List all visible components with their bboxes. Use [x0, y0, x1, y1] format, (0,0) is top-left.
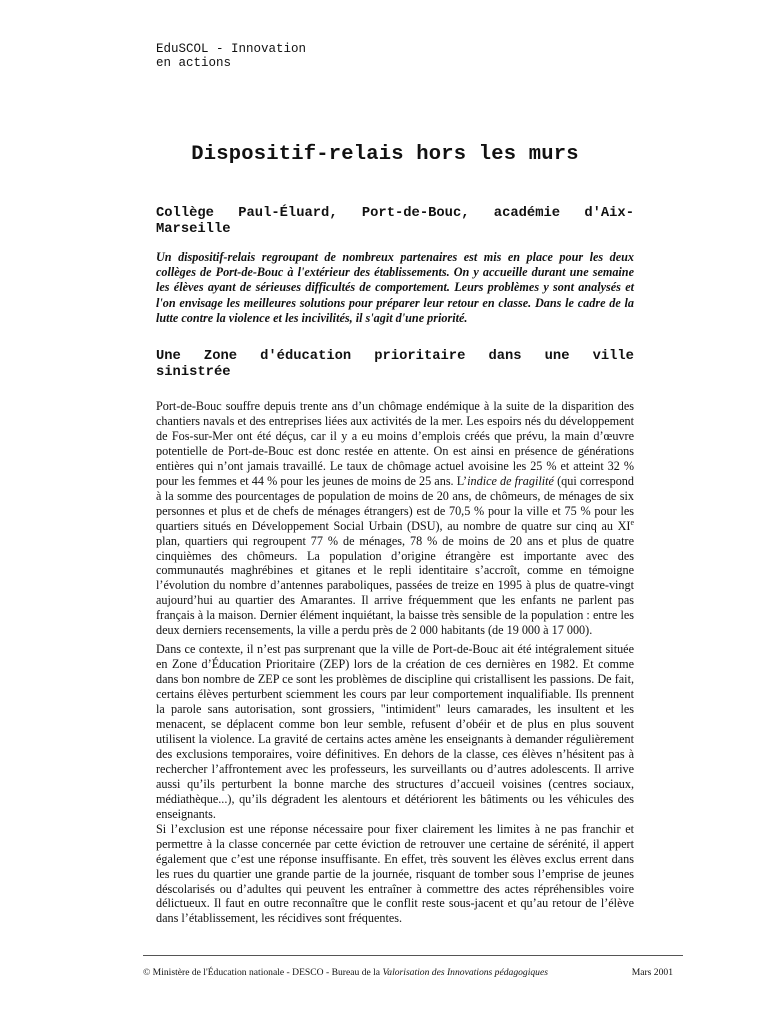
- fragility-index-term: indice de fragilité: [467, 473, 554, 488]
- heading-word: d'éducation: [260, 349, 352, 364]
- page-header: [156, 42, 306, 70]
- heading-word: ville: [592, 349, 634, 364]
- body-text: [156, 399, 634, 926]
- body-paragraph-2: Dans ce contexte, il n’est pas surprenant que la ville de Port-de-Bouc ait été intégralement située en Zone d’Éducation Prioritaire (ZEP) lors de la création de ces dernières en 1982. Et comme dans bon nombre de ZEP ce sont les problèmes de discipline qui cristallisent les passions. De fait, certains élèves perturbent sciemment les cours par leur comportement inqualifiable. Ils prennent la parole sans autorisation, sont grossiers, "intimident" leurs camarades, les insultent et les menacent, se déplacent comme bon leur semble, refusent d’obéir et de plus en plus souvent utilisent la violence. La gravité de certains actes amène les enseignants à demander régulièrement des exclusions temporaires, voire définitives. En dehors de la classe, ces élèves n’hésitent pas à rechercher l’affrontement avec les professeurs, les surveillants ou d’autres adolescents. Il arrive aussi qu’ils perturbent la bonne marche des structures d’accueil voisines (centres sociaux, médiathèque...), qu’ils dégradent les alentours et détériorent les bâtiments ou les véhicules des enseignants.: [156, 642, 634, 821]
- footer-credit-text: © Ministère de l'Éducation nationale - DESCO - Bureau de la: [143, 967, 383, 978]
- document-title: Dispositif-relais hors les murs: [191, 143, 579, 166]
- footer-bureau-name: Valorisation des Innovations pédagogiques: [382, 967, 548, 978]
- paragraph-1-part-a: Port-de-Bouc souffre depuis trente ans d’un chômage endémique à la suite de la disparition des chantiers navals et des entreprises liées aux activités de la mer. Les espoirs nés du développement de Fos-sur-Mer ont été déçus, car il y a eu moins d’emplois créés que prévu, la main d’œuvre potentielle de Port-de-Bouc est donc restée en attente. On est ainsi en présence de générations entières qui n’ont jamais travaillé. Le taux de chômage actuel avoisine les 25 % et atteint 32 % pour les femmes et 44 % pour les jeunes de moins de 25 ans. L’: [156, 399, 634, 488]
- superscript-e: e: [630, 517, 634, 527]
- header-line-1: EduSCOL - Innovation: [156, 42, 307, 56]
- heading-word: prioritaire: [374, 349, 466, 364]
- body-paragraph-3: Si l’exclusion est une réponse nécessaire pour fixer clairement les limites à ne pas franchir et permettre à la classe concernée par cette éviction de retrouver une certaine de sérénité, il appert également que c’est une réponse insuffisante. En effet, très souvent les élèves exclus errent dans les rues du quartier une grande partie de la journée, risquant de tomber sous l’emprise de jeunes déscolarisés ou d’adultes qui peuvent les entraîner à commettre des actes répréhensibles voire délictueux. Il faut en outre reconnaître que le conflit reste sous-jacent et qu’au retour de l’élève dans l’établissement, les récidives sont fréquentes.: [156, 821, 634, 926]
- heading-word: une: [544, 349, 570, 364]
- heading-word: Zone: [203, 349, 238, 364]
- heading-word: dans: [488, 349, 522, 364]
- document-subtitle: Collège Paul-Éluard, Port-de-Bouc, académie d'Aix-Marseille: [156, 206, 634, 237]
- footer-credit: [143, 967, 548, 978]
- section-heading-line-2: sinistrée: [156, 365, 231, 380]
- body-paragraph-1: [156, 399, 634, 638]
- paragraph-1-part-b: (qui correspond à la somme des pourcentages de population de moins de 20 ans, de chômeurs, de ménages de six personnes et plus et de chefs de ménages étrangers) est de 70,5 % pour la ville et 75 % pour les quartiers situés en Développement Social Urbain (DSU), au nombre de quatre sur cinq au XI: [156, 473, 634, 533]
- heading-word: Une: [156, 349, 181, 364]
- section-heading: [156, 349, 634, 381]
- section-heading-line-1: [156, 349, 634, 365]
- footer-date: Mars 2001: [631, 967, 673, 978]
- abstract-paragraph: Un dispositif-relais regroupant de nombreux partenaires est mis en place pour les deux collèges de Port-de-Bouc à l'extérieur des établissements. On y accueille durant une semaine les élèves ayant de sérieuses difficultés de comportement. Leurs problèmes y sont analysés et l'on envisage les meilleures solutions pour préparer leur retour en classe. Dans le cadre de la lutte contre la violence et les incivilités, il s'agit d'une priorité.: [156, 250, 634, 325]
- paragraph-1-part-c: plan, quartiers qui regroupent 77 % de ménages, 78 % de moins de 20 ans et plus de quatre cinquièmes des chômeurs. La population d’origine étrangère est importante avec des communautés maghrébines et gitanes et le repli identitaire s’accroît, comme en témoigne l’évolution du nombre d’antennes paraboliques, passées de treize en 1995 à plus de quatre-vingt aujourd’hui au quartier des Amarantes. Il arrive fréquemment que les enfants ne parlent pas français à la maison. Dernier élément inquiétant, la baisse très sensible de la population : entre les deux derniers recensements, la ville a perdu près de 2 000 habitants (de 19 000 à 17 000).: [156, 533, 634, 638]
- header-line-2: en actions: [156, 56, 232, 70]
- footer-divider: [143, 955, 683, 956]
